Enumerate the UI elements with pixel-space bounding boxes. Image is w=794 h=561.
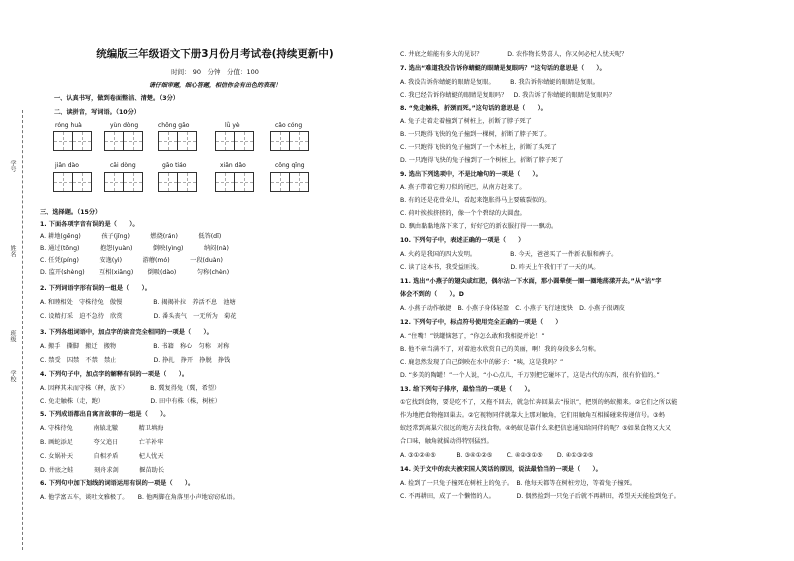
question-12-option-b: B. 他不章当满不了，对着池水欣赏自己的美丽，啊！我的身段多么匀称。 xyxy=(400,346,600,353)
question-11-continued: 体会不到的（ ）。D xyxy=(400,291,464,298)
question-8: 8. “免走触株，折颈而死。”这句话的意思是（ ）。 xyxy=(400,105,547,112)
page-title: 统编版三年级语文下册3月份月考试卷(持续更新中) xyxy=(96,48,334,60)
question-10-options-cd: C. 读了这本书，我受益匪浅。 D. 昨天上午我们干了一天的风。 xyxy=(400,264,600,271)
question-6-options-cd: C. 井底之蛙能有多大的见识？ D. 农作物长势喜人，你又何必杞人忧天呢？ xyxy=(400,51,628,58)
writing-box[interactable] xyxy=(158,172,197,192)
question-9-option-c: C. 荷叶挨挨挤挤的，像一个个碧绿的大圆盘。 xyxy=(400,210,526,217)
pinyin-label: róng huà xyxy=(55,122,82,129)
question-2: 2. 下列词语字形有误的一组是（ ）。 xyxy=(40,285,151,292)
question-13-passage-line: ①它找到食物，要是吃不了，又拖不回去，就急忙奔回巢去“报讯”，把别的蚂蚁搬来。②它们之所以能 xyxy=(400,399,678,406)
question-5-option-b: B. 画蛇添足 夸父追日 亡羊补牢 xyxy=(40,439,164,446)
question-4: 4. 下列句子中，加点字的解释有误的一项是（ ）。 xyxy=(40,371,189,378)
question-10: 10. 下列句子中，表述正确的一项是（ ） xyxy=(400,237,525,244)
pinyin-label: cāi dòng xyxy=(110,162,136,169)
section-3-heading: 三、选择题。（15分） xyxy=(40,209,102,216)
writing-box[interactable] xyxy=(53,131,92,151)
pinyin-label: gāo tiáo xyxy=(162,162,187,169)
writing-box[interactable] xyxy=(158,131,197,151)
question-8-option-c: C. 一只跑得飞快的兔子撞到了一个木桩上，折断了头死了 xyxy=(400,144,557,151)
sidebar-label-student-id: 学号 xyxy=(9,160,16,172)
question-1-option-c: C. 任凭(píng) 安逸(yì) 游蘑(mó) 一段(duàn) xyxy=(40,257,223,264)
question-8-option-d: D. 一只跑得飞快的兔子撞到了一个树桩上，折断了脖子死了 xyxy=(400,157,564,164)
question-13-passage-line: 蚁经常到离巢穴很远的地方去找食物。④蚂蚁是靠什么来把信息通知给同伴的呢？⑤如果食物又大又 xyxy=(400,425,671,432)
writing-box[interactable] xyxy=(215,131,254,151)
exam-motto: 请仔细审题，细心答题，相信你会有出色的表现！ xyxy=(148,82,281,89)
question-6-options-ab: A. 他学富五车，谈吐文雅极了。 B. 他两脚在角落里小声地窃窃私语。 xyxy=(40,494,239,501)
writing-box[interactable] xyxy=(104,172,143,192)
question-1-option-b: B. 通过(tōng) 抱怨(yuàn) 倒映(yìng) 纳闷(nà) xyxy=(40,245,229,252)
question-1-option-a: A. 耕地(gēng) 孩子(jǐng) 燃烧(rán) 低答(dī) xyxy=(40,233,222,240)
question-10-options-ab: A. 火药是我国的四大发明。 B. 今天，爸爸买了一件新衣服和裤子。 xyxy=(400,251,618,258)
question-14-options-cd: C. 不再耕田，成了一个懒惰的人。 D. 偶然捡到一只兔子后就不再耕田，希望天天能捡到兔子。 xyxy=(400,493,680,500)
sidebar-label-school: 学校 xyxy=(9,370,16,382)
question-2-options-cd: C. 设精打采 迫不急待 欣赏 D. 番头丧气 一无所为 菊花 xyxy=(40,313,237,320)
question-3-options-cd: C. 禁受 囚禁 不禁 禁止 D. 挣扎 挣开 挣脱 挣钱 xyxy=(40,357,231,364)
pinyin-label: cōng qīng xyxy=(275,162,305,169)
writing-box[interactable] xyxy=(270,172,309,192)
question-11-options: A. 小燕子动作敏捷 B. 小燕子身体轻盈 C. 小燕子飞行速度快 D. 小燕子很调皮 xyxy=(400,305,625,312)
question-5-option-c: C. 女娲补天 自相矛盾 杞人忧天 xyxy=(40,453,164,460)
question-2-options-ab: A. 和睦相处 守株待兔 傲慢 B. 揭揭补拉 养活不息 池塘 xyxy=(40,299,236,306)
pinyin-label: cǎo cóng xyxy=(275,122,303,129)
question-3-options-ab: A. 搬手 撕脚 搬迁 搬物 B. 书籍 称心 匀称 对称 xyxy=(40,343,230,350)
question-8-option-a: A. 兔子走着走着撞到了树桩上，折断了脖子死了 xyxy=(400,118,532,125)
writing-box[interactable] xyxy=(53,172,92,192)
section-1-heading: 一、认真书写，做到卷面整洁、清楚。（3分） xyxy=(54,95,179,102)
question-5: 5. 下列成语都出自寓言故事的一组是（ ）。 xyxy=(40,411,170,418)
pinyin-label: yùn dòng xyxy=(110,122,139,129)
question-5-option-a: A. 守株待兔 南辕北辙 精卫填海 xyxy=(40,425,164,432)
question-12: 12. 下列句子中，标点符号使用完全正确的一项是（ ） xyxy=(400,319,562,326)
writing-box[interactable] xyxy=(104,131,143,151)
section-2-heading: 二、读拼音，写词语。（10分） xyxy=(54,109,140,116)
pinyin-label: xiǎn dǎo xyxy=(220,162,246,169)
question-14: 14. 关于文中的农夫被宋国人笑话的原因，说法最恰当的一项是（ ）。 xyxy=(400,466,602,473)
sidebar-label-class: 班级 xyxy=(9,330,16,342)
question-9-option-a: A. 燕子带着它剪刀似的尾巴，从南方赶来了。 xyxy=(400,184,526,191)
question-4-options-cd: C. 免走触株（走，跑） D. 田中有株（株，树桩） xyxy=(40,398,221,405)
question-7-options-ab: A. 我没告诉你蜻蜓的眼睛是复眼。 B. 我告诉你蜻蜓的眼睛是复眼。 xyxy=(400,79,599,86)
question-7-options-cd: C. 我已经告诉你蜻蜓的眼睛是复眼吗？ D. 我告诉了你蜻蜓的眼睛是复眼吗？ xyxy=(400,92,615,99)
question-6: 6. 下列句中加下划线的词语运用有误的一项是（ ）。 xyxy=(40,480,195,487)
pinyin-label: lǜ yè xyxy=(225,122,240,129)
writing-box[interactable] xyxy=(215,172,254,192)
question-8-option-b: B. 一只跑得飞快的兔子撞到一棵树，折断了脖子死了。 xyxy=(400,131,551,138)
question-9-option-d: D. 飘由黏黏地落下来了，好好它的新衣服打得一一飘动。 xyxy=(400,223,558,230)
question-3: 3. 下列各组词语中，加点字的读音完全相同的一项是（ ）。 xyxy=(40,329,213,336)
question-5-option-d: D. 井底之蛙 刻舟求剑 揠苗助长 xyxy=(40,467,165,474)
question-9: 9. 选出下列选项中，不是比喻句的一项是（ ）。 xyxy=(400,171,542,178)
question-13: 13. 给下列句子排序，最恰当的一项是（ ）。 xyxy=(400,386,534,393)
pinyin-label: chōng gāo xyxy=(158,122,190,129)
writing-box[interactable] xyxy=(270,131,309,151)
pinyin-label: jiān dào xyxy=(55,162,79,169)
question-7: 7. 选出“难道我没告诉你蜻蜓的眼睛是复眼吗？”这句话的意思是（ ）。 xyxy=(400,65,606,72)
question-13-passage-line: 合口味，触角就摇动得特别猛烈。 xyxy=(400,438,493,445)
question-4-options-ab: A. 因释其未而守株（释，放下） B. 冀复得兔（冀，希望） xyxy=(40,385,221,392)
question-12-option-c: C. 鹿忽然发现了自己倒映在水中的影子：“咦，这是我吗？” xyxy=(400,359,564,366)
question-14-options-ab: A. 捡到了一只兔子撞死在树桩上的兔子。 B. 他每天都等在树桩旁边，等着兔子撞死。 xyxy=(400,480,636,487)
question-12-option-d: D. “多美的陶罐！”一个人说，“小心点儿，千万别把它碰坏了，这是古代的东西，很有价值的。” xyxy=(400,372,660,379)
binding-line xyxy=(22,110,23,550)
question-1: 1. 下面各项字音有误的是（ ）。 xyxy=(40,221,139,228)
question-13-options: A. ③①②④⑤ B. ③④①②⑤ C. ④②③①⑤ D. ④①③②⑤ xyxy=(400,452,594,459)
question-9-option-b: B. 有的还是花骨朵儿，看起来饱胀得马上要破裂似的。 xyxy=(400,197,551,204)
question-12-option-a: A. “住嘴！”铁罐恼怒了，“你怎么敢和我相提并论！” xyxy=(400,333,545,340)
question-13-passage-line: 作为地把食物拖回巢去。②它视物同伴就靠大上那对触角，它们用触角互相摇碰来传递信号。③蚂 xyxy=(400,412,665,419)
exam-meta: 时间： 90 分钟 分值：100 xyxy=(171,68,259,76)
question-11: 11. 选出“小燕子的翅尖或红肥，偶尔沾一下水面，那小圆晕便一圈一圈地荡漾开去。”从“沾”字 xyxy=(400,278,662,285)
question-1-option-d: D. 监开(shèng) 互相(xiāng) 倒吸(dào) 匀称(chèn) xyxy=(40,269,230,276)
sidebar-label-name: 姓名 xyxy=(9,245,16,257)
